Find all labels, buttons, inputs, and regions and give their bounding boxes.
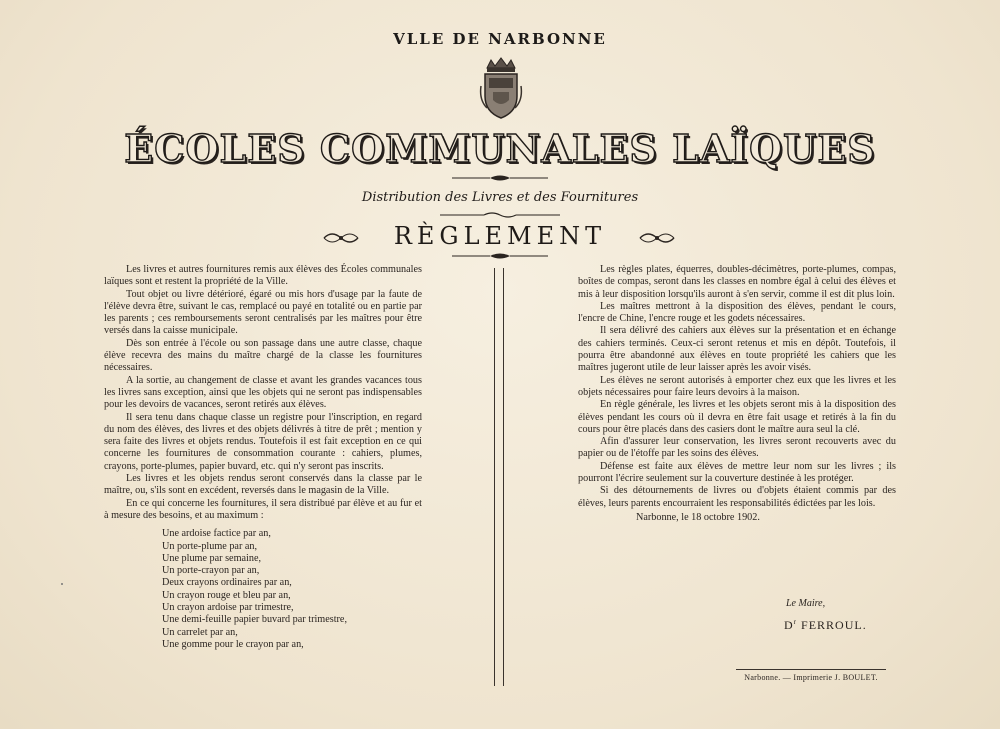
paragraph: Afin d'assurer leur conservation, les livres seront recouverts avec du papier ou de l'étoffe par les soins des élèves.: [578, 436, 896, 460]
list-item: Une gomme pour le crayon par an,: [162, 638, 304, 650]
list-item: Une ardoise factice par an,: [162, 528, 271, 540]
paragraph: Les règles plates, équerres, doubles-décimètres, porte-plumes, compas, boîtes de compas, seront dans les classes en nombre égal à celui des élèves et mis à leur disposition lorsqu'ils auront à s'en servir, comme il est dit plus loin.: [578, 264, 896, 300]
paper-speck: [61, 583, 63, 585]
paragraph: Les maîtres mettront à la disposition des élèves, pendant le cours, l'encre de Chine, l'encre rouge et les godets nécessaires.: [578, 300, 896, 325]
title-underline-flourish: [452, 174, 548, 182]
section-heading: RÈGLEMENT: [393, 222, 607, 250]
city-name: VLLE DE NARBONNE: [393, 30, 607, 48]
right-ornament-icon: [638, 232, 676, 244]
paragraph: En règle générale, les livres et les objets seront mis à la disposition des élèves pendant les cours où il devra en être fait usage et retirés à la fin du cours pour être placés dans des casiers dont le maître aura seul la clé.: [578, 399, 896, 435]
subtitle: Distribution des Livres et des Fournitures: [361, 190, 639, 205]
signature-title: Le Maire,: [786, 598, 826, 609]
paragraph: Il sera délivré des cahiers aux élèves sur la présentation et en échange des cahiers terminés. Ceux-ci seront retenus et mis en dépôt. Toutefois, il pourra être abandonné aux élèves en toute propriété les cahiers que les maîtres jugeront utile de leur laisser après les avoir visés.: [578, 325, 896, 374]
list-item: Un porte-crayon par an,: [162, 565, 260, 577]
paragraph: Tout objet ou livre détérioré, égaré ou mis hors d'usage par la faute de l'élève devra être, suivant le cas, remplacé ou payé en totalité ou en partie par les parents ; ces remboursements seront centralisés par les maîtres pour être versés dans la caisse municipale.: [104, 288, 422, 337]
left-column: [104, 264, 422, 651]
poster-title: ÉCOLES COMMUNALES LAÏQUES: [124, 126, 876, 171]
paragraph: Défense est faite aux élèves de mettre leur nom sur les livres ; ils pourront l'écrire seulement sur la couverture destinée à les protéger.: [578, 460, 896, 485]
paragraph: Les élèves ne seront autorisés à emporter chez eux que les livres et les objets nécessaires pour faire leurs devoirs à la maison.: [578, 374, 896, 398]
column-divider-left: [494, 268, 495, 686]
column-divider-right: [503, 268, 504, 686]
list-item: Un crayon rouge et bleu par an,: [162, 589, 291, 601]
paragraph: Dès son entrée à l'école ou son passage dans une autre classe, chaque élève recevra des mains du maître chargé de la classe les fournitures nécessaires.: [104, 337, 422, 374]
supply-list: [162, 528, 422, 651]
right-column: [578, 264, 896, 524]
signature-name: [784, 618, 867, 633]
printer-imprint: Narbonne. — Imprimerie J. BOULET.: [736, 669, 886, 682]
section-underline-flourish: [452, 252, 548, 260]
paragraph: Les livres et autres fournitures remis aux élèves des Écoles communales laïques sont et restent la propriété de la Ville.: [104, 264, 422, 288]
list-item: Un porte-plume par an,: [162, 540, 258, 552]
paragraph: Les livres et les objets rendus seront conservés dans la classe par le maître, ou, s'ils sont en excédent, reversés dans le magasin de la Ville.: [104, 473, 422, 497]
paragraph: Si des détournements de livres ou d'objets étaient commis par des élèves, leurs parents encourraient les responsabilités édictées par les lois.: [578, 485, 896, 509]
list-item: Une plume par semaine,: [162, 552, 262, 564]
paragraph: En ce qui concerne les fournitures, il sera distribué par élève et au fur et à mesure des besoins, et au maximum :: [104, 497, 422, 521]
signature-prefix-sup: r: [793, 618, 798, 626]
subtitle-underline-flourish: [440, 211, 560, 219]
document-date: Narbonne, le 18 octobre 1902.: [636, 511, 760, 523]
paragraph: A la sortie, au changement de classe et avant les grandes vacances tous les livres sans exception, ainsi que les objets qui ne seront pas indispensables pour les devoirs de vacances, seront retirés aux élèves.: [104, 374, 422, 411]
signature-surname: FERROUL.: [801, 618, 867, 632]
paragraph: Il sera tenu dans chaque classe un registre pour l'inscription, en regard du nom des élèves, des livres et des objets délivrés à titre de prêt ; mention y sera faite des livres et objets rendus. Toutefois il est fait exception en ce qui concerne les fournitures de consommation courante : cahiers, plumes, crayons, porte-plumes, papier buvard, etc. qui n'y seront pas inscrits.: [104, 411, 422, 472]
list-item: Un carrelet par an,: [162, 626, 238, 638]
signature-prefix: D: [784, 618, 794, 632]
list-item: Deux crayons ordinaires par an,: [162, 577, 292, 589]
list-item: Une demi-feuille papier buvard par trimestre,: [162, 614, 347, 626]
city-crest-emblem: [479, 56, 523, 122]
list-item: Un crayon ardoise par trimestre,: [162, 602, 294, 614]
